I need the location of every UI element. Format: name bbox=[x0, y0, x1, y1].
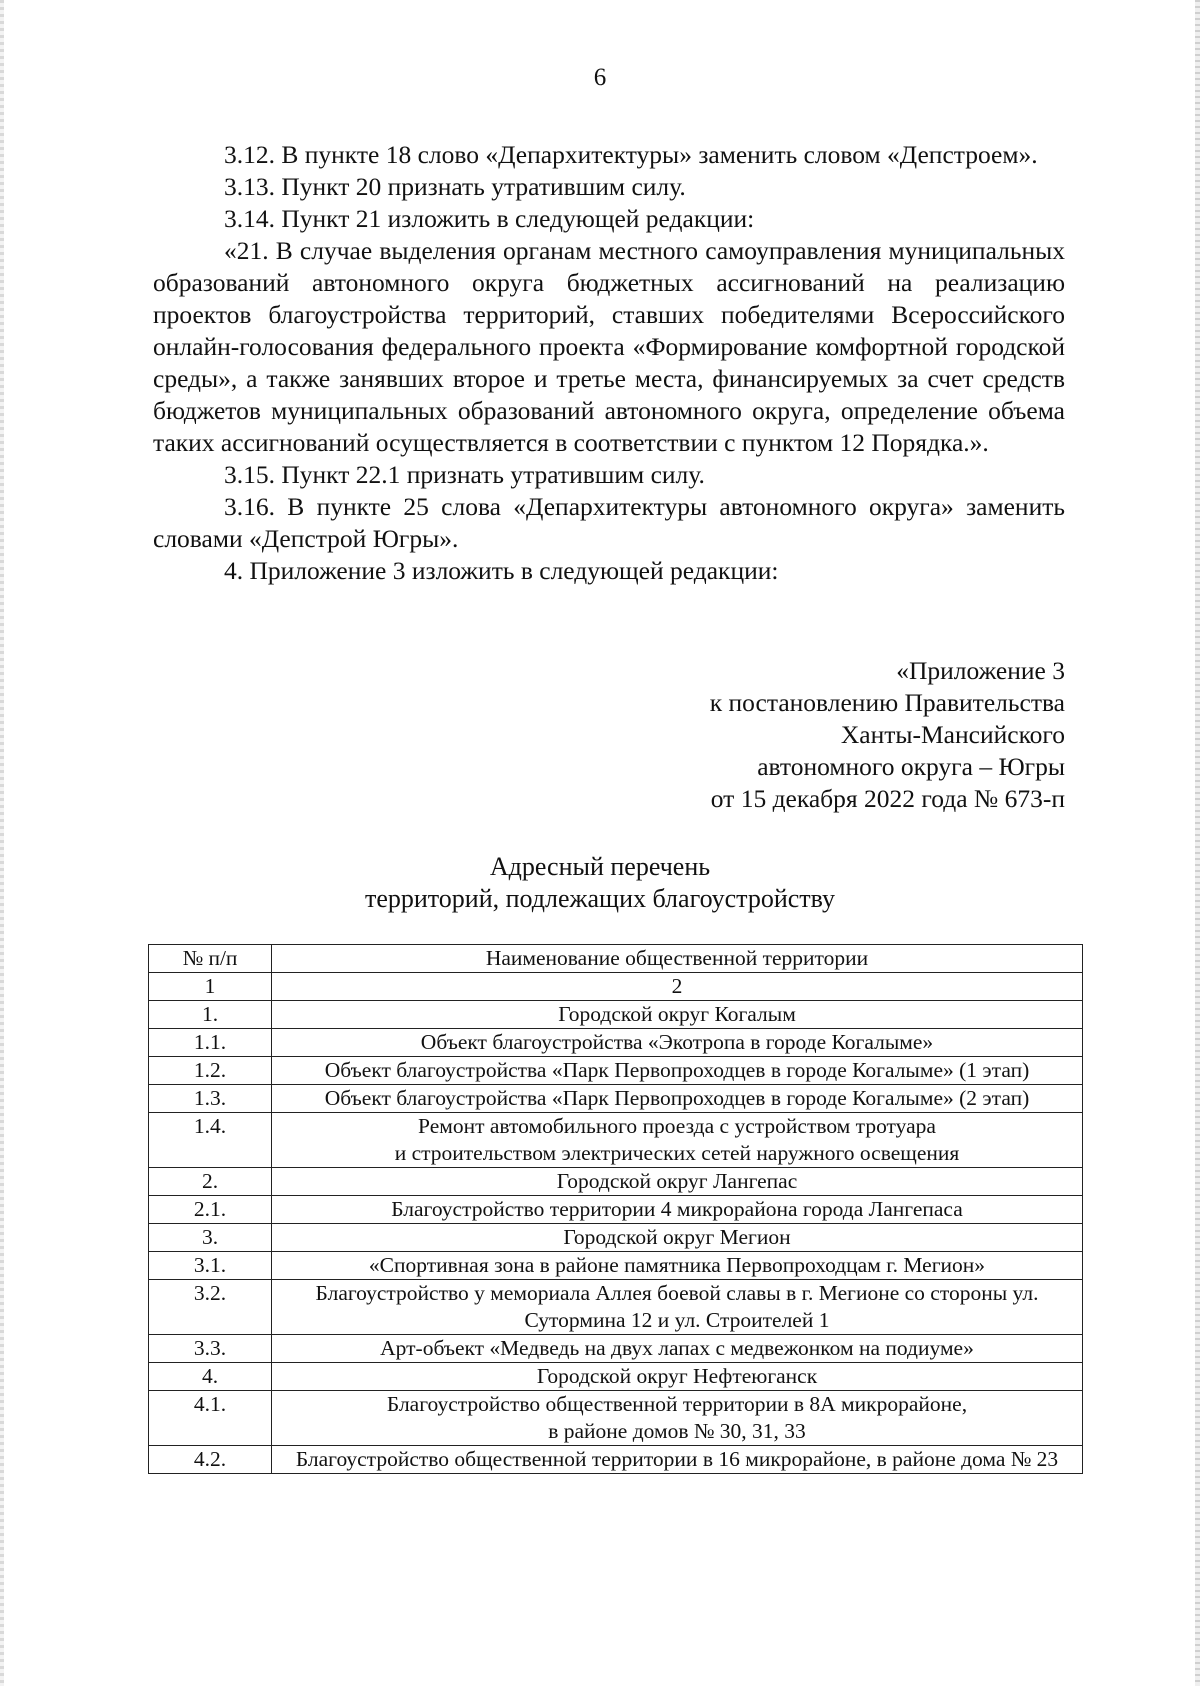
row-name: Благоустройство территории 4 микрорайона города Лангепаса bbox=[272, 1196, 1083, 1224]
header-name: Наименование общественной территории bbox=[272, 945, 1083, 973]
address-list-table bbox=[148, 944, 1083, 1474]
paragraph-3-12: 3.12. В пункте 18 слово «Депархитектуры» заменить словом «Депстроем». bbox=[224, 140, 1038, 169]
header-number: № п/п bbox=[149, 945, 272, 973]
table-title bbox=[0, 851, 1200, 915]
paragraph-3-15: 3.15. Пункт 22.1 признать утратившим силу. bbox=[224, 460, 705, 489]
table-title-line-2: территорий, подлежащих благоустройству bbox=[364, 884, 836, 913]
paragraph-3-14: 3.14. Пункт 21 изложить в следующей редакции: bbox=[224, 204, 755, 233]
row-number: 4.1. bbox=[149, 1391, 272, 1446]
addendum-line: от 15 декабря 2022 года № 673-п bbox=[710, 784, 1065, 813]
row-name bbox=[272, 1113, 1083, 1168]
paragraph-21-quote: «21. В случае выделения органам местного самоуправления муниципальных образований автономного округа бюджетных ассигнований на реализацию проектов благоустройства территорий, ставших победителями Всероссийского онлайн-голосования федерального проекта «Формирование комфортной городской среды», а также занявших второе и третье места, финансируемых за счет средств бюджетов муниципальных образований автономного округа, определение объема таких ассигнований осуществляется в соответствии с пунктом 12 Порядка.». bbox=[153, 236, 1065, 457]
row-name: «Спортивная зона в районе памятника Первопроходцам г. Мегион» bbox=[272, 1252, 1083, 1280]
addendum-line: «Приложение 3 bbox=[896, 656, 1065, 685]
row-name-line-1: Ремонт автомобильного проезда с устройством тротуара bbox=[418, 1114, 936, 1138]
row-name: Объект благоустройства «Парк Первопроходцев в городе Когалыме» (1 этап) bbox=[272, 1057, 1083, 1085]
table-row bbox=[149, 1196, 1083, 1224]
column-number-1: 1 bbox=[149, 973, 272, 1001]
paragraph-3-16: 3.16. В пункте 25 слова «Депархитектуры автономного округа» заменить словами «Депстрой Югры». bbox=[153, 492, 1065, 553]
table-row bbox=[149, 1029, 1083, 1057]
row-name-line-2: и строительством электрических сетей наружного освещения bbox=[394, 1141, 960, 1165]
row-number: 2.1. bbox=[149, 1196, 272, 1224]
row-name bbox=[272, 1391, 1083, 1446]
row-name: Благоустройство у мемориала Аллея боевой славы в г. Мегионе со стороны ул. Сутормина 12 и ул. Строителей 1 bbox=[272, 1280, 1083, 1335]
scan-edge-right bbox=[1195, 0, 1200, 1686]
row-number: 4. bbox=[149, 1363, 272, 1391]
table-row bbox=[149, 1391, 1083, 1446]
row-name: Благоустройство общественной территории в 16 микрорайоне, в районе дома № 23 bbox=[272, 1446, 1083, 1474]
paragraph-4: 4. Приложение 3 изложить в следующей редакции: bbox=[224, 556, 779, 585]
row-name: Городской округ Когалым bbox=[272, 1001, 1083, 1029]
row-number: 1.3. bbox=[149, 1085, 272, 1113]
row-number: 1. bbox=[149, 1001, 272, 1029]
row-number: 3.1. bbox=[149, 1252, 272, 1280]
table-row bbox=[149, 1168, 1083, 1196]
column-number-2: 2 bbox=[272, 973, 1083, 1001]
column-number-row bbox=[149, 973, 1083, 1001]
table-title-line-1: Адресный перечень bbox=[489, 852, 711, 881]
table-row bbox=[149, 1057, 1083, 1085]
row-number: 1.2. bbox=[149, 1057, 272, 1085]
row-name: Городской округ Лангепас bbox=[272, 1168, 1083, 1196]
scan-edge-left bbox=[0, 0, 4, 1686]
row-number: 3.2. bbox=[149, 1280, 272, 1335]
row-number: 3. bbox=[149, 1224, 272, 1252]
table-row bbox=[149, 1113, 1083, 1168]
page-number: 6 bbox=[593, 64, 607, 91]
addendum-line: Ханты-Мансийского bbox=[840, 720, 1065, 749]
row-name: Арт-объект «Медведь на двух лапах с медвежонком на подиуме» bbox=[272, 1335, 1083, 1363]
table-row bbox=[149, 1001, 1083, 1029]
addendum-line: к постановлению Правительства bbox=[709, 688, 1065, 717]
paragraph-3-13: 3.13. Пункт 20 признать утратившим силу. bbox=[224, 172, 686, 201]
addendum-line: автономного округа – Югры bbox=[757, 752, 1065, 781]
table-row bbox=[149, 1335, 1083, 1363]
table-row bbox=[149, 1085, 1083, 1113]
row-number: 4.2. bbox=[149, 1446, 272, 1474]
body-text bbox=[153, 139, 1065, 587]
table-row bbox=[149, 1224, 1083, 1252]
row-name: Городской округ Нефтеюганск bbox=[272, 1363, 1083, 1391]
row-name: Объект благоустройства «Парк Первопроходцев в городе Когалыме» (2 этап) bbox=[272, 1085, 1083, 1113]
row-number: 2. bbox=[149, 1168, 272, 1196]
row-number: 3.3. bbox=[149, 1335, 272, 1363]
table-row bbox=[149, 1363, 1083, 1391]
table-row bbox=[149, 1252, 1083, 1280]
addendum-header bbox=[560, 655, 1065, 815]
row-name: Городской округ Мегион bbox=[272, 1224, 1083, 1252]
table-header-row bbox=[149, 945, 1083, 973]
row-number: 1.1. bbox=[149, 1029, 272, 1057]
row-number: 1.4. bbox=[149, 1113, 272, 1168]
row-name-line-2: в районе домов № 30, 31, 33 bbox=[548, 1419, 806, 1443]
table-row bbox=[149, 1446, 1083, 1474]
row-name: Объект благоустройства «Экотропа в городе Когалыме» bbox=[272, 1029, 1083, 1057]
table-row bbox=[149, 1280, 1083, 1335]
row-name-line-1: Благоустройство общественной территории в 8А микрорайоне, bbox=[386, 1392, 968, 1416]
